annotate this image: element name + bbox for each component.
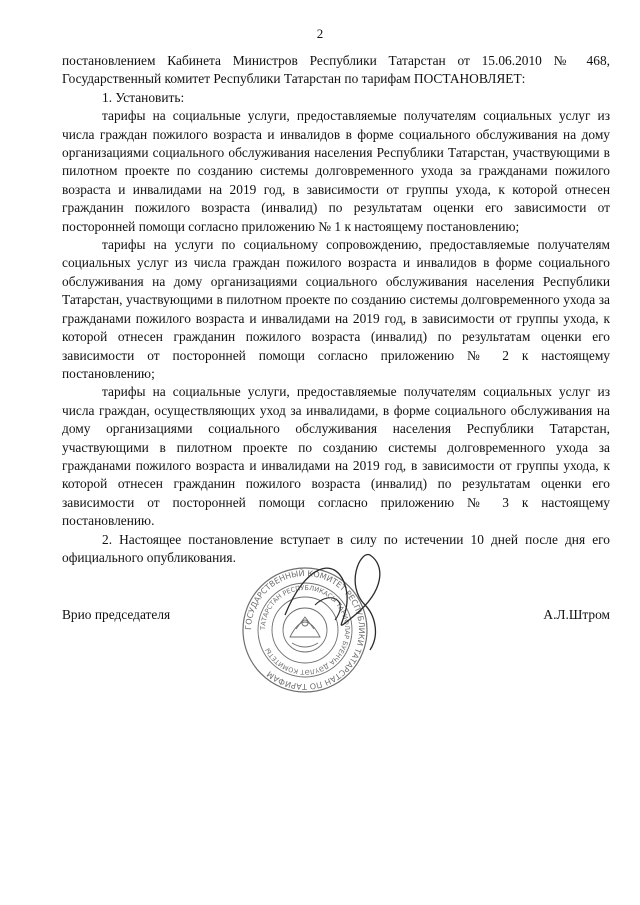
page-number: 2 [316, 26, 324, 41]
paragraph-entry-into-force: 2. Настоящее постановление вступает в силу по истечении 10 дней после дня его официального опубликования. [62, 531, 610, 565]
document-body [62, 52, 610, 567]
signatory-title: Врио председателя [62, 607, 171, 622]
paragraph-establish: 1. Установить: [102, 89, 185, 105]
paragraph-intro: постановлением Кабинета Министров Республики Татарстан от 15.06.2010 № 468, Государственный комитет Республики Татарстан по тарифам ПОСТАНОВЛЯЕТ: [62, 53, 610, 87]
seal-inner-text: ТАТАРСТАН РЕСПУБЛИКАСЫ ТАРИФЛАР БУЕНЧА ДӘҮЛӘТ КОМИТЕТЫ [258, 583, 352, 677]
seal-outer-text: ГОСУДАРСТВЕННЫЙ КОМИТЕТ РЕСПУБЛИКИ ТАТАРСТАН ПО ТАРИФАМ [243, 568, 367, 692]
signatory-name: А.Л.Штром [543, 607, 610, 622]
handwritten-signature [275, 545, 395, 665]
paragraph-tariffs-social-support: тарифы на услуги по социальному сопровождению, предоставляемые получателям социальных услуг из числа граждан пожилого возраста и инвалидов в форме социального обслуживания на дому организациями социального обслуживания населения Республики Татарстан, участвующими в пилотном проекте по созданию системы долговременного ухода за гражданами пожилого возраста и инвалидами на 2019 год, в зависимости от группы ухода, к которой отнесен гражданин пожилого возраста (инвалид) по результатам оценки его зависимости от посторонней помощи согласно приложению № 2 к настоящему постановлению; [62, 237, 610, 381]
paragraph-tariffs-social-services: тарифы на социальные услуги, предоставляемые получателям социальных услуг из числа граждан пожилого возраста и инвалидов в форме социального обслуживания на дому организациями социального обслуживания населения Республики Татарстан, участвующими в пилотном проекте по созданию системы долговременного ухода за гражданами пожилого возраста и инвалидами на 2019 год, в зависимости от группы ухода, к которой отнесен гражданин пожилого возраста (инвалид) по результатам оценки его зависимости от посторонней помощи согласно приложению № 1 к настоящему постановлению; [62, 108, 610, 234]
paragraph-tariffs-caregivers: тарифы на социальные услуги, предоставляемые получателям социальных услуг из числа граждан, осуществляющих уход за инвалидами, в форме социального обслуживания на дому организациями социального обслуживания населения Республики Татарстан, участвующими в пилотном проекте по созданию системы долговременного ухода за гражданами пожилого возраста и инвалидами на 2019 год, в зависимости от группы ухода, к которой отнесен гражданин пожилого возраста (инвалид) по результатам оценки его зависимости от посторонней помощи согласно приложению № 3 к настоящему постановлению. [62, 384, 610, 529]
